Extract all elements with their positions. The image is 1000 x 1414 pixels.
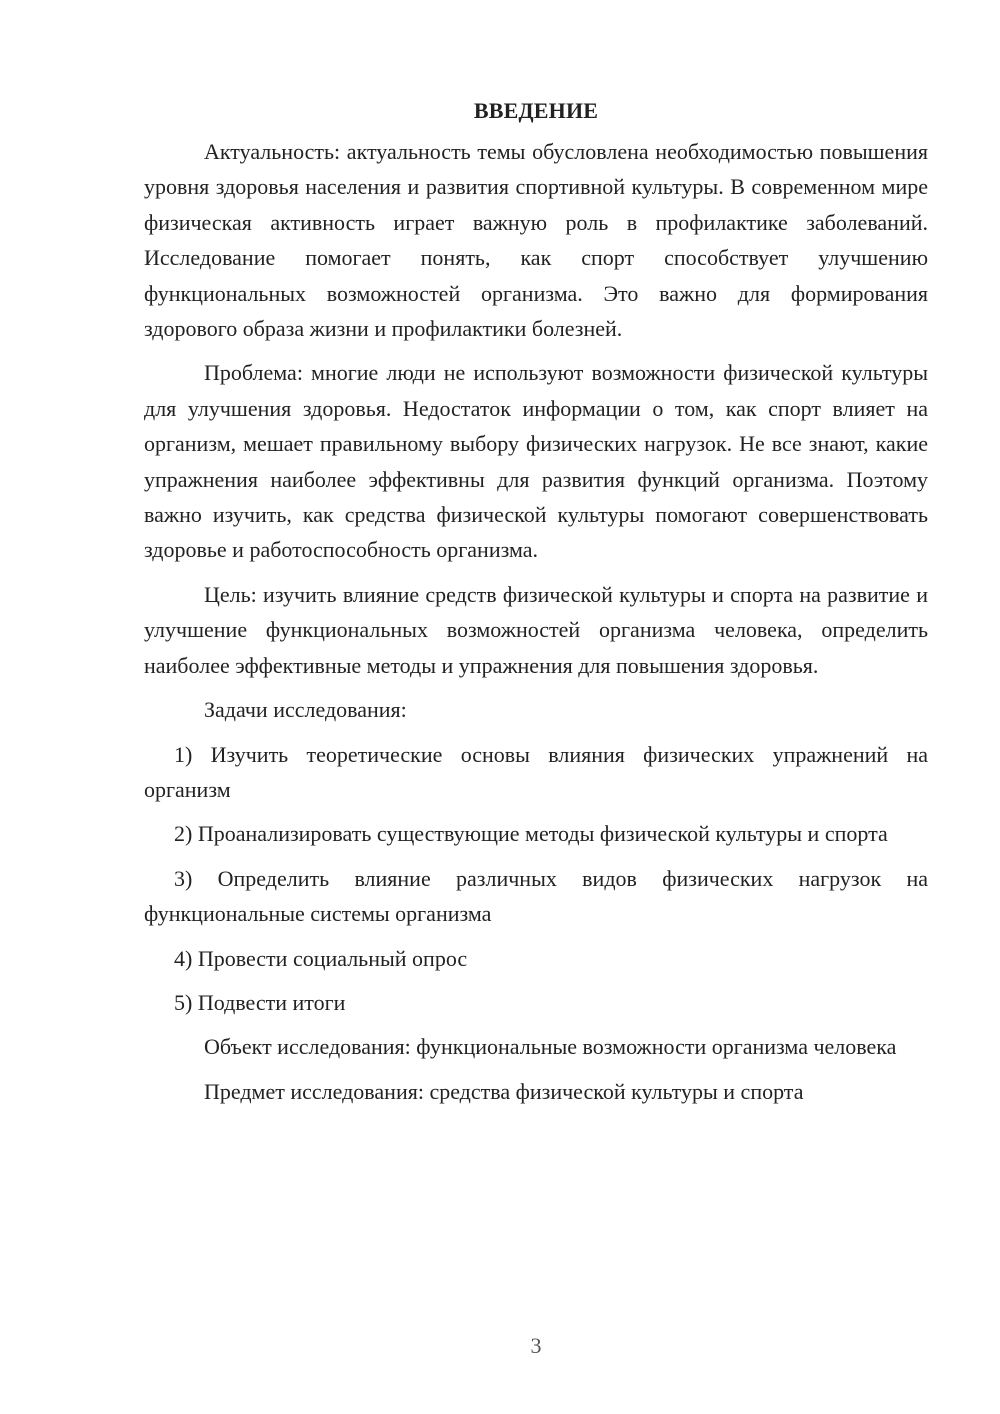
paragraph-object: Объект исследования: функциональные возможности организма человека bbox=[204, 1034, 897, 1060]
paragraph-goal: Цель: изучить влияние средств физической культуры и спорта на развитие и улучшение функциональных возможностей организма человека, определить наиболее эффективные методы и упражнения для повышения здоровья. bbox=[144, 581, 928, 678]
tasks-heading: Задачи исследования: bbox=[204, 697, 407, 723]
task-item-3: 3) Определить влияние различных видов физических нагрузок на функциональные системы организма bbox=[144, 865, 928, 927]
task-item-5: 5) Подвести итоги bbox=[174, 989, 346, 1015]
page-title: ВВЕДЕНИЕ bbox=[473, 98, 599, 123]
page-number: 3 bbox=[530, 1333, 542, 1358]
task-item-2: 2) Проанализировать существующие методы физической культуры и спорта bbox=[174, 821, 888, 847]
text-column bbox=[144, 96, 928, 1118]
paragraph-subject: Предмет исследования: средства физической культуры и спорта bbox=[204, 1078, 804, 1104]
paragraph-relevance: Актуальность: актуальность темы обусловлена необходимостью повышения уровня здоровья населения и развития спортивной культуры. В современном мире физическая активность играет важную роль в профилактике заболеваний. Исследование помогает понять, как спорт способствует улучшению функциональных возможностей организма. Это важно для формирования здорового образа жизни и профилактики болезней. bbox=[144, 139, 928, 342]
task-item-4: 4) Провести социальный опрос bbox=[174, 945, 468, 971]
paragraph-problem: Проблема: многие люди не используют возможности физической культуры для улучшения здоровья. Недостаток информации о том, как спорт влияет на организм, мешает правильному выбору физических нагрузок. Не все знают, какие упражнения наиболее эффективны для развития функций организма. Поэтому важно изучить, как средства физической культуры помогают совершенствовать здоровье и работоспособность организма. bbox=[144, 360, 928, 563]
task-item-1: 1) Изучить теоретические основы влияния физических упражнений на организм bbox=[144, 741, 928, 802]
